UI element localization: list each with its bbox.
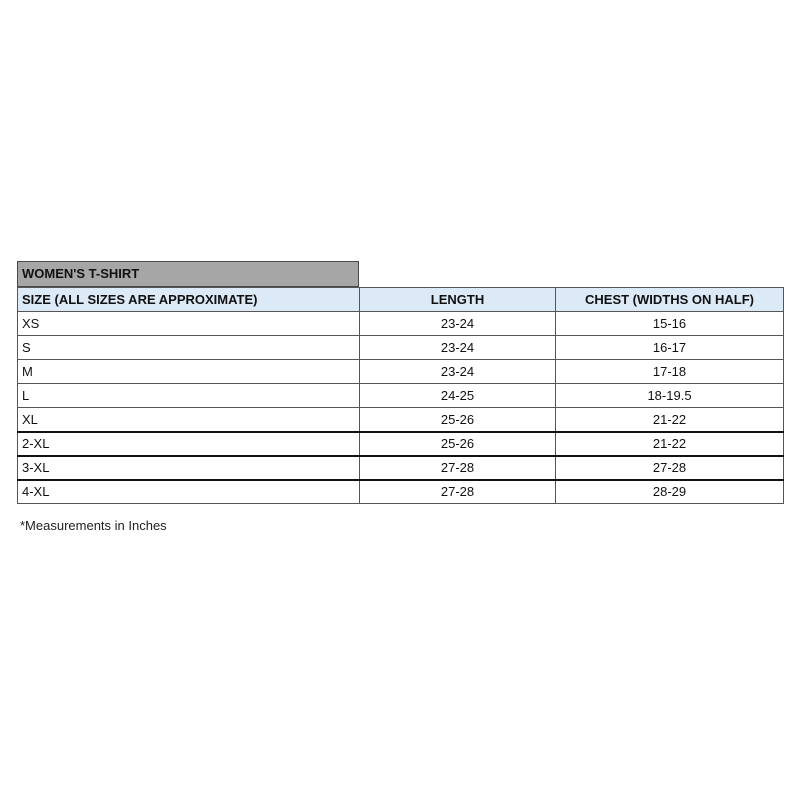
length-cell: 27-28 [360,456,556,480]
size-cell: XL [18,408,360,432]
chest-cell: 16-17 [556,336,784,360]
length-cell: 25-26 [360,432,556,456]
size-table [17,287,784,504]
size-cell: L [18,384,360,408]
chest-cell: 28-29 [556,480,784,504]
length-cell: 27-28 [360,480,556,504]
chest-cell: 21-22 [556,408,784,432]
size-cell: 4-XL [18,480,360,504]
measurement-footnote: *Measurements in Inches [20,518,167,533]
table-row [18,384,784,408]
chest-cell: 17-18 [556,360,784,384]
length-cell: 23-24 [360,360,556,384]
header-size: SIZE (ALL SIZES ARE APPROXIMATE) [18,288,360,312]
chest-cell: 21-22 [556,432,784,456]
table-row [18,360,784,384]
chest-cell: 18-19.5 [556,384,784,408]
table-row [18,408,784,432]
table-title: WOMEN'S T-SHIRT [17,261,359,287]
length-cell: 23-24 [360,336,556,360]
size-cell: 3-XL [18,456,360,480]
size-cell: XS [18,312,360,336]
table-row [18,312,784,336]
chest-cell: 27-28 [556,456,784,480]
table-row [18,432,784,456]
table-row [18,336,784,360]
length-cell: 25-26 [360,408,556,432]
size-cell: S [18,336,360,360]
header-length: LENGTH [360,288,556,312]
header-row [18,288,784,312]
length-cell: 24-25 [360,384,556,408]
chest-cell: 15-16 [556,312,784,336]
size-cell: M [18,360,360,384]
length-cell: 23-24 [360,312,556,336]
header-chest: CHEST (WIDTHS ON HALF) [556,288,784,312]
size-cell: 2-XL [18,432,360,456]
table-row [18,456,784,480]
table-row [18,480,784,504]
